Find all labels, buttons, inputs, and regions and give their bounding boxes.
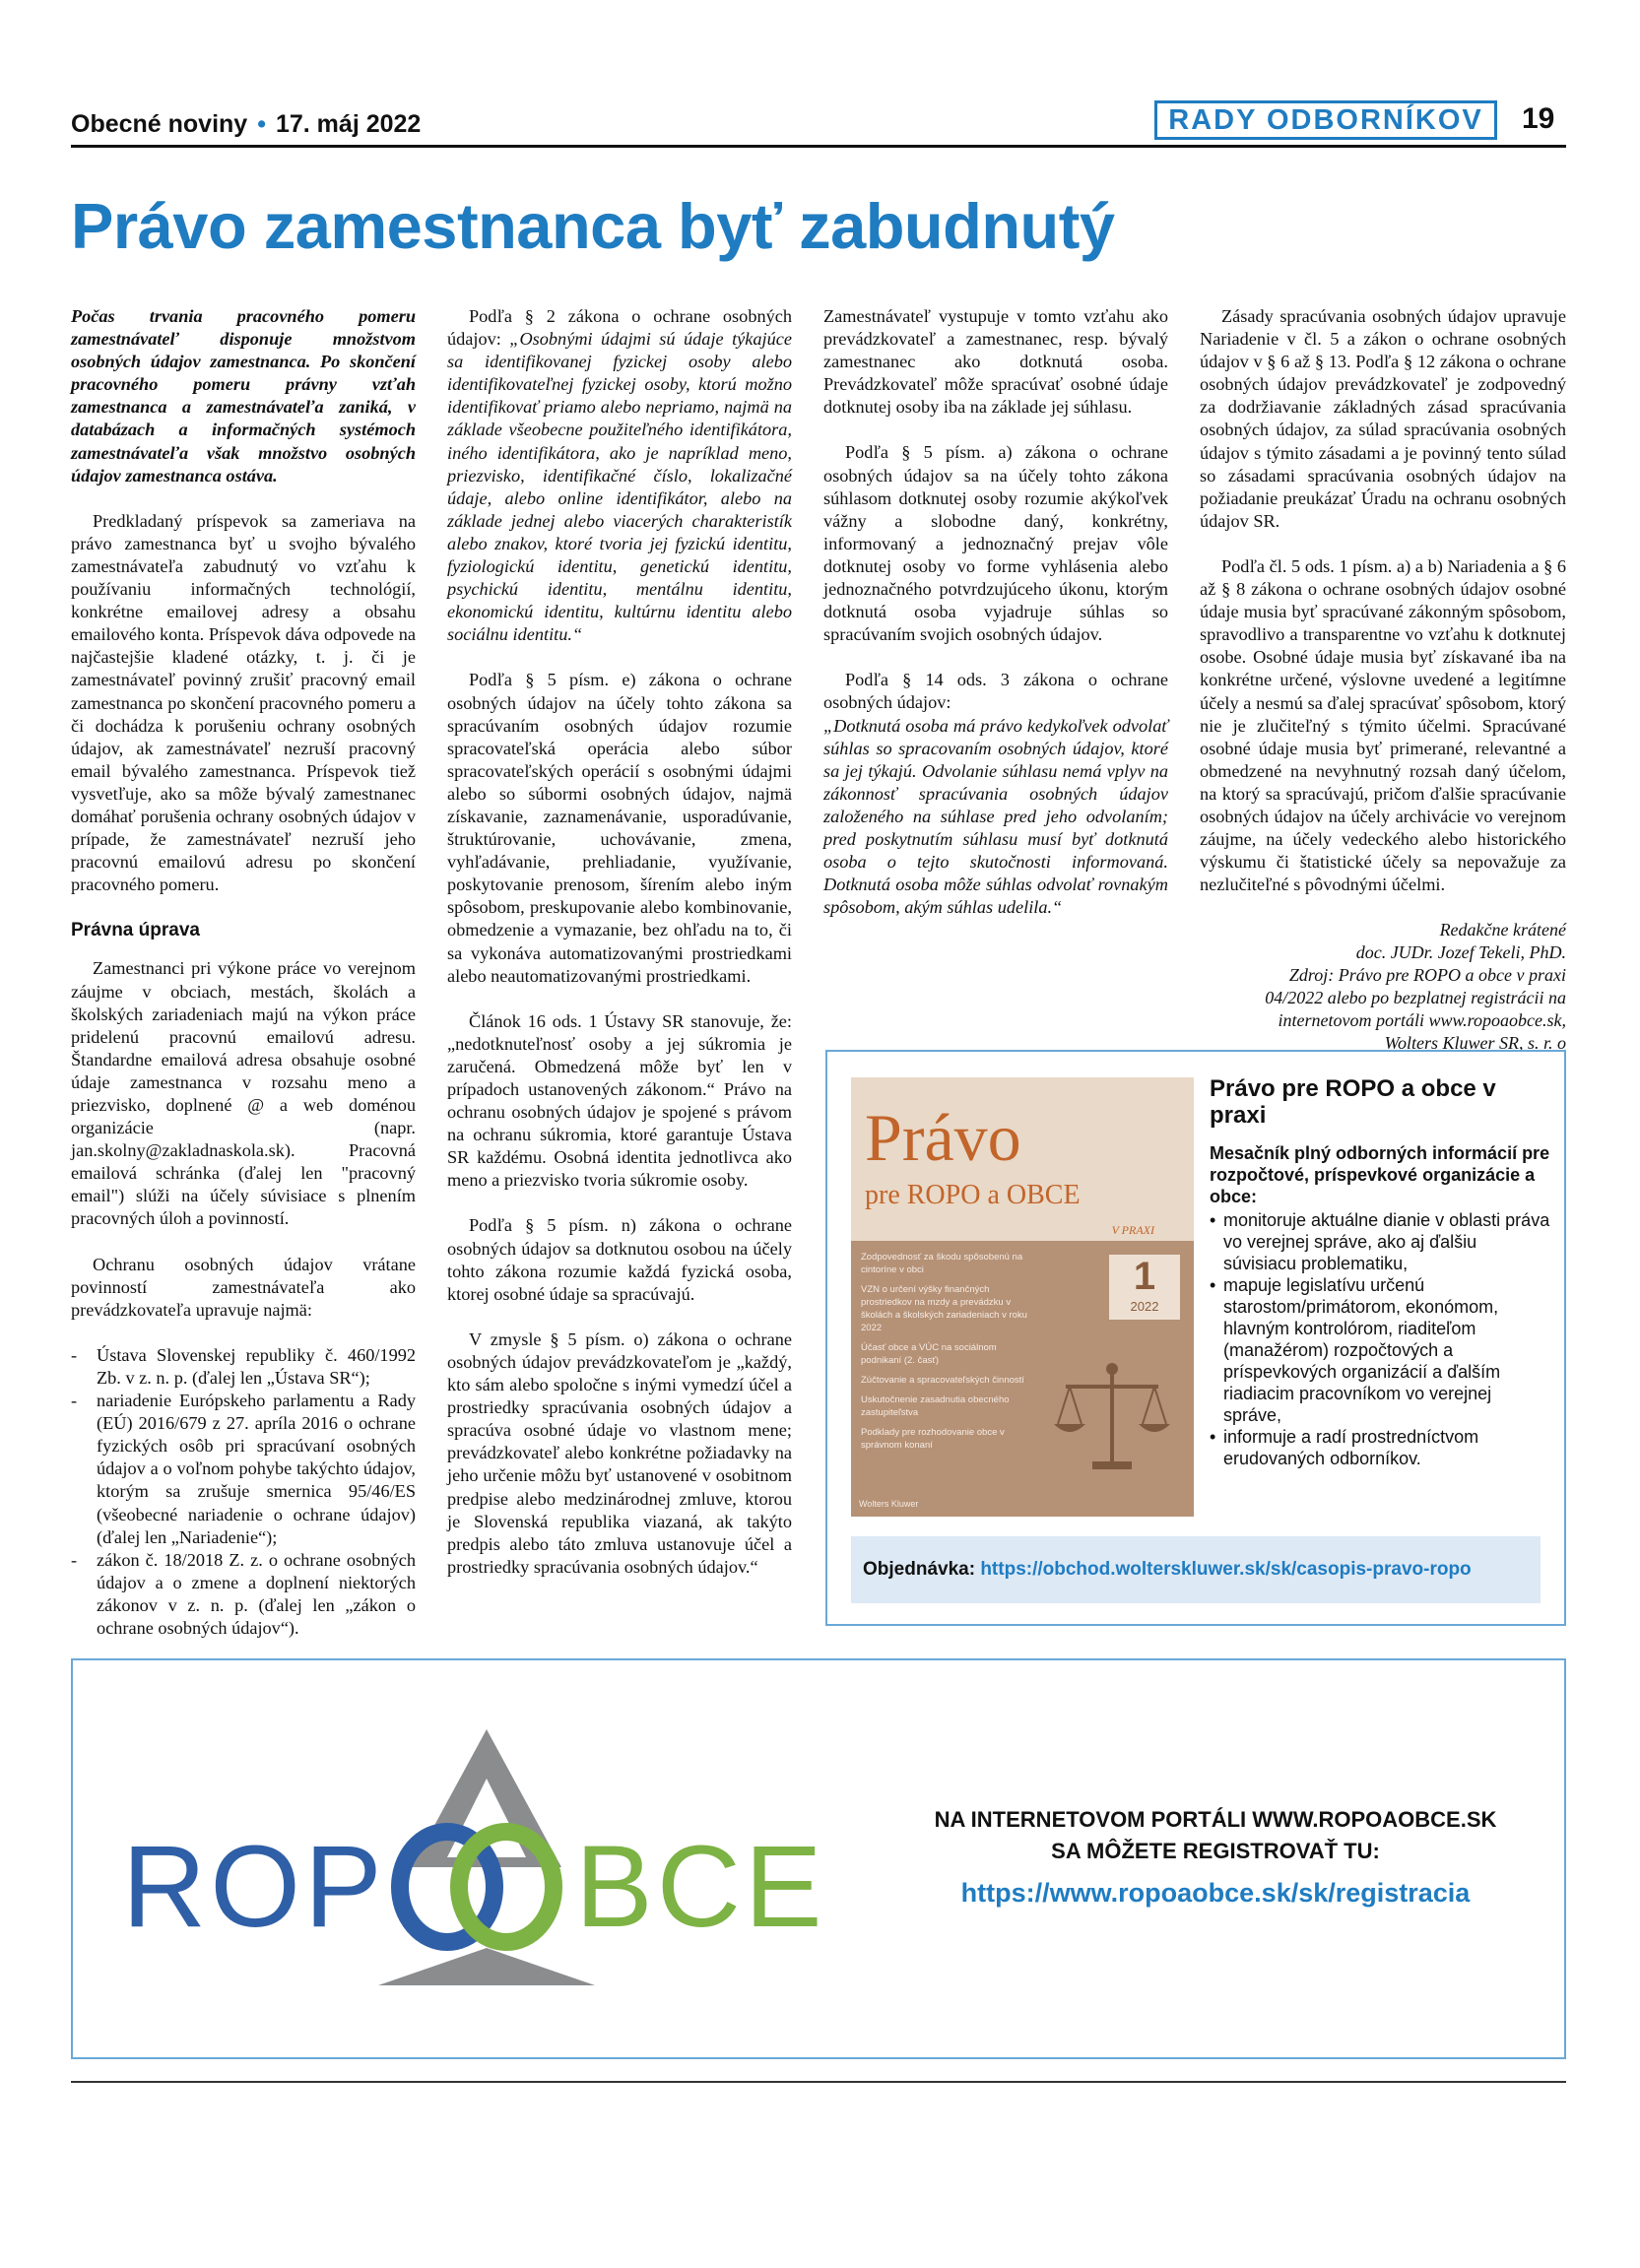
legal-quote: „Osobnými údajmi sú údaje týkajúce sa identifikovanej fyzickej osoby alebo identifikovateľnej fyzickej osoby, ktorú možno identifikovať priamo alebo nepriamo, najmä na základe všeobecne použiteľného identifikátora, iného identifikátora, ako je napríklad meno, priezvisko, identifikačné číslo, lokalizačné údaje, alebo online identifikátor, alebo na základe jednej alebo viacerých charakteristík alebo znakov, ktoré tvoria jej fyzickú identitu, fyziologickú identitu, genetickú identitu, psychickú identitu, mentálnu identitu, ekonomickú identitu, kultúrnu identitu alebo sociálnu identitu.“: [447, 329, 792, 645]
svg-text:BCE: BCE: [575, 1822, 826, 1952]
paragraph-text: Podľa § 14 ods. 3 zákona o ochrane osobných údajov:: [823, 670, 1168, 713]
paragraph: Podľa § 5 písm. e) zákona o ochrane osobných údajov na účely tohto zákona sa spracúvaním osobných údajov rozumie spracovateľská operácia alebo súbor spracovateľských operácií s osobnými údajmi alebo so súbormi osobných údajov, najmä získavanie, zaznamenávanie, usporadúvanie, štruktúrovanie, uchovávanie, zmena, vyhľadávanie, prehliadanie, využívanie, poskytovanie prenosom, šírením alebo iným spôsobom, preskupovanie alebo kombinovanie, obmedzenie a vymazanie, bez ohľadu na to, či sa vykonáva automatizovanými prostriedkami alebo neautomatizovanými prostriedkami.: [447, 670, 792, 986]
cover-contents-item: VZN o určení výšky finančných prostriedkov na mzdy a prevádzku v školách a školských zariadeniach v roku 2022: [861, 1284, 1027, 1333]
promo-bullet: [1210, 1274, 1554, 1426]
article-column-1: [71, 305, 416, 1662]
article-credits: [1200, 919, 1566, 1055]
paragraph: Podľa § 5 písm. a) zákona o ochrane osobných údajov sa na účely tohto zákona súhlasom dotknutej osoby rozumie akýkoľvek vážny a slobodne daný, konkrétny, informovaný a jednoznačný prejav vôle dotknutej osoby vo forme vyhlásenia alebo jednoznačného potvrdzujúceho úkonu, ktorým dotknutá osoba vyjadruje súhlas so spracúvaním svojich osobných údajov.: [823, 442, 1168, 645]
article-column-4: [1200, 305, 1566, 1055]
cover-issue-badge: [1109, 1255, 1180, 1320]
header-separator: •: [257, 110, 266, 138]
paragraph: Podľa § 5 písm. n) zákona o ochrane osobných údajov sa dotknutou osobou na účely tohto zákona rozumie každá fyzická osoba, ktorej osobné údaje sa spracúvajú.: [447, 1215, 792, 1304]
paragraph: Predkladaný príspevok sa zameriava na právo zamestnanca byť u svojho bývalého zamestnávateľa zabudnutý vo vzťahu k používaniu informačných technológií, konkrétne emailovej adresy a obsahu emailového konta. Príspevok dáva odpovede na najčastejšie kladené otázky, t. j. či je zamestnávateľ povinný zrušiť pracovný email zamestnanca po skončení pracovného pomeru a či dochádza k porušeniu ochrany osobných údajov, ak zamestnávateľ nezruší pracovný email bývalého zamestnanca. Príspevok tiež vysvetľuje, ako sa môže bývalý zamestnanec domáhať porušenia ochrany osobných údajov v prípade, že zamestnávateľ nezruší jeho pracovnú emailovú adresu po skončení pracovného pomeru.: [71, 510, 416, 895]
paragraph: Článok 16 ods. 1 Ústavy SR stanovuje, že: „nedotknuteľnosť osoby a jej súkromia je zaručená. Obmedzená môže byť len v prípadoch ustanovených zákonom.“ Právo na ochranu osobných údajov je spojené s právom na ochranu súkromia, ktoré garantuje Ústava SR každému. Osobná identita jednotlivca ako meno a priezvisko tvoria súkromie osoby.: [447, 1010, 792, 1191]
list-item-text: Ústava Slovenskej republiky č. 460/1992 Zb. v z. n. p. (ďalej len „Ústava SR“);: [97, 1344, 416, 1388]
cover-contents-item: Uskutočnenie zasadnutia obecného zastupiteľstva: [861, 1394, 1010, 1418]
promo-bullet-text: informuje a radí prostredníctvom erudovaných odborníkov.: [1223, 1427, 1479, 1468]
registration-line-1: NA INTERNETOVOM PORTÁLI WWW.ROPOAOBCE.SK: [934, 1807, 1497, 1832]
paragraph: [823, 669, 1168, 714]
page-number: 19: [1522, 102, 1555, 135]
list-item-text: zákon č. 18/2018 Z. z. o ochrane osobných údajov a o zmene a doplnení niektorých zákonov v z. n. p. (ďalej len „zákon o ochrane osobných údajov“).: [97, 1549, 416, 1638]
credit-line: Wolters Kluwer SR, s. r. o: [1384, 1033, 1566, 1054]
paragraph: Zásady spracúvania osobných údajov upravuje Nariadenie v čl. 5 a zákon o ochrane osobných údajov v § 6 až § 13. Podľa § 12 zákona o ochrane osobných údajov prevádzkovateľ je zodpovedný za dodržiavanie základných zásad spracúvania osobných údajov, za súlad spracúvania osobných údajov s týmito zásadami a je povinný tento súlad so zásadami spracúvania osobných údajov na požiadanie preukázať Úradu na ochranu osobných údajov SR.: [1200, 306, 1566, 531]
promo-title: Právo pre ROPO a obce v praxi: [1210, 1075, 1496, 1129]
subheading: Právna úprava: [71, 920, 200, 941]
promo-bullet-list: [1210, 1209, 1554, 1469]
paragraph-text: Podľa § 2 zákona o ochrane osobných údajov:: [447, 306, 792, 350]
cover-subtitle: pre ROPO a OBCE: [865, 1180, 1081, 1210]
list-marker: -: [71, 1344, 78, 1365]
credit-line: Redakčne krátené: [1439, 920, 1566, 940]
list-item: [71, 1549, 416, 1640]
legal-quote: „Dotknutá osoba má právo kedykoľvek odvolať súhlas so spracovaním osobných údajov, ktoré sa jej týkajú. Odvolanie súhlasu nemá vplyv na zákonnosť spracúvania osobných údajov založeného na súhlase pred jeho odvolaním; pred poskytnutím súhlasu musí byť dotknutá osoba o tejto skutočnosti informovaná. Dotknutá osoba môže súhlas odvolať rovnakým spôsobom, akým súhlas udelila.“: [823, 715, 1168, 918]
legal-list: [71, 1344, 416, 1640]
cover-publisher: Wolters Kluwer: [859, 1499, 919, 1509]
cover-contents-item: Zodpovednosť za škodu spôsobenú na cintoríne v obci: [861, 1252, 1023, 1275]
paragraph: V zmysle § 5 písm. o) zákona o ochrane osobných údajov prevádzkovateľom je „každý, kto sám alebo spoločne s inými vymedzí účel a prostriedky spracúvania osobných údajov a spracúva osobné údaje vo vlastnom mene; prevádzkovateľ alebo konkrétne požiadavky na jeho určenie môžu byť ustanovené v osobitnom predpise alebo medzinárodnej zmluve, ktorou je Slovenská republika viazaná, ak takýto predpis alebo táto zmluva ustanovuje účel a prostriedky spracúvania osobných údajov.“: [447, 1328, 792, 1577]
issue-date: 17. máj 2022: [275, 110, 422, 138]
cover-issue-year: 2022: [1130, 1299, 1159, 1314]
ropoaobce-logo: [112, 1719, 881, 1995]
list-item-text: nariadenie Európskeho parlamentu a Rady (EÚ) 2016/679 z 27. apríla 2016 o ochrane fyzických osôb pri spracúvaní osobných údajov a o voľnom pohybe takýchto údajov, ktorým sa zrušuje smernica 95/46/ES (všeobecné nariadenie o ochrane údajov) (ďalej len „Nariadenie“);: [97, 1391, 416, 1547]
magazine-cover-image: [851, 1077, 1194, 1517]
order-label: Objednávka:: [863, 1559, 976, 1580]
paragraph: Zamestnanci pri výkone práce vo verejnom záujme v obciach, mestách, školách a školských zariadeniach majú na výkon práce pridelenú pracovnú emailovú adresu. Štandardne emailová adresa obsahuje osobné údaje zamestnanca v rozsahu meno a priezvisko, doplnené @ a web doménou organizácie (napr. jan.skolny@zakladnaskola.sk). Pracovná emailová schránka (ďalej len "pracovný email") slúži na účely súvisiace s plnením pracovných úloh a povinností.: [71, 958, 416, 1229]
order-link[interactable]: https://obchod.wolterskluwer.sk/sk/casopis-pravo-ropo: [980, 1559, 1472, 1580]
list-item: [71, 1390, 416, 1549]
registration-text: [881, 1804, 1550, 1918]
cover-issue-number: 1: [1133, 1255, 1156, 1298]
bullet-marker: •: [1210, 1210, 1216, 1230]
cover-contents-item: Zúčtovanie a spracovateľských činností: [861, 1375, 1024, 1386]
article-lead: Počas trvania pracovného pomeru zamestnávateľ disponuje množstvom osobných údajov zamestnanca. Po skončení pracovného pomeru právny vzťah zamestnanca a zamestnávateľa zaniká, v databázach a informačných systémoch zamestnávateľa však množstvo osobných údajov zamestnanca ostáva.: [71, 306, 416, 486]
promo-bullet-text: monitoruje aktuálne dianie v oblasti práva vo verejnej správe, ako aj ďalšiu súvisiacu problematiku,: [1223, 1210, 1550, 1273]
promo-description: [1210, 1075, 1554, 1469]
article-column-2: [447, 305, 792, 1601]
promo-bullet: [1210, 1426, 1554, 1469]
cover-tag: V PRAXI: [1111, 1223, 1154, 1237]
credit-line: Zdroj: Právo pre ROPO a obce v praxi: [1288, 965, 1566, 986]
bullet-marker: •: [1210, 1275, 1216, 1295]
cover-title: Právo: [865, 1100, 1021, 1175]
paragraph: Zamestnávateľ vystupuje v tomto vzťahu ako prevádzkovateľ a zamestnanec, resp. bývalý zamestnanec ako dotknutá osoba. Prevádzkovateľ môže spracúvať osobné údaje dotknutej osoby iba na základe jej súhlasu.: [823, 306, 1168, 418]
paragraph: Podľa čl. 5 ods. 1 písm. a) a b) Nariadenia a § 6 až § 8 zákona o ochrane osobných údajov osobné údaje musia byť spracúvané zákonným spôsobom, spravodlivo a transparentne vo vzťahu k dotknutej osobe. Osobné údaje musia byť získavané iba na konkrétne určené, výslovne uvedené a legitímne účely a nesmú sa ďalej spracúvať spôsobom, ktorý nie je zlučiteľný s týmito účelmi. Spracúvané osobné údaje musia byť primerané, relevantné a obmedzené na nevyhnutný rozsah daný účelom, na ktorý sa spracúvajú, pričom ďalšie spracúvanie osobných údajov na účely archivácie vo verejnom záujme, na účely vedeckého alebo historického výskumu či štatistické účely sa nepovažuje za nezlučiteľné s pôvodnými účelmi.: [1200, 555, 1566, 895]
article-title: Právo zamestnanca byť zabudnutý: [71, 190, 1115, 262]
paragraph: [447, 305, 792, 646]
list-marker: -: [71, 1391, 78, 1411]
publication-name: Obecné noviny: [71, 110, 248, 138]
section-label: RADY ODBORNÍKOV: [1154, 100, 1497, 140]
promo-subtitle: Mesačník plný odborných informácií pre rozpočtové, príspevkové organizácie a obce:: [1210, 1143, 1550, 1206]
credit-line: internetovom portáli www.ropoaobce.sk,: [1278, 1010, 1566, 1031]
article-column-3: [823, 305, 1168, 941]
cover-contents-item: Účasť obce a VÚC na sociálnom podnikaní (2. časť): [861, 1342, 997, 1366]
footer-rule: [71, 2081, 1566, 2083]
registration-line-2: SA MÔŽETE REGISTROVAŤ TU:: [1051, 1839, 1380, 1863]
registration-banner: [71, 1658, 1566, 2059]
paragraph: Ochranu osobných údajov vrátane povinností zamestnávateľa ako prevádzkovateľa upravuje najmä:: [71, 1254, 416, 1320]
scales-of-justice-icon: [1048, 1353, 1176, 1481]
promo-bullet: [1210, 1209, 1554, 1274]
credit-line: doc. JUDr. Jozef Tekeli, PhD.: [1355, 942, 1566, 963]
bullet-marker: •: [1210, 1427, 1216, 1447]
svg-text:ROP: ROP: [122, 1822, 386, 1952]
order-bar: [851, 1536, 1541, 1603]
page-header: [71, 110, 421, 139]
registration-link[interactable]: https://www.ropoaobce.sk/sk/registracia: [960, 1878, 1471, 1908]
header-rule: [71, 145, 1566, 148]
list-marker: -: [71, 1549, 78, 1570]
list-item: [71, 1344, 416, 1390]
credit-line: 04/2022 alebo po bezplatnej registrácii na: [1265, 988, 1566, 1008]
cover-contents-item: Podklady pre rozhodovanie obce v správnom konaní: [861, 1427, 1005, 1451]
cover-contents: [861, 1251, 1028, 1458]
promo-bullet-text: mapuje legislatívu určenú starostom/primátorom, ekonómom, hlavným kontrolórom, riaditeľom (manažérom) rozpočtových a príspevkových organizácií a ďalším riadiacim pracovníkom vo verejnej správe,: [1223, 1275, 1501, 1425]
magazine-promo-box: [825, 1050, 1566, 1626]
